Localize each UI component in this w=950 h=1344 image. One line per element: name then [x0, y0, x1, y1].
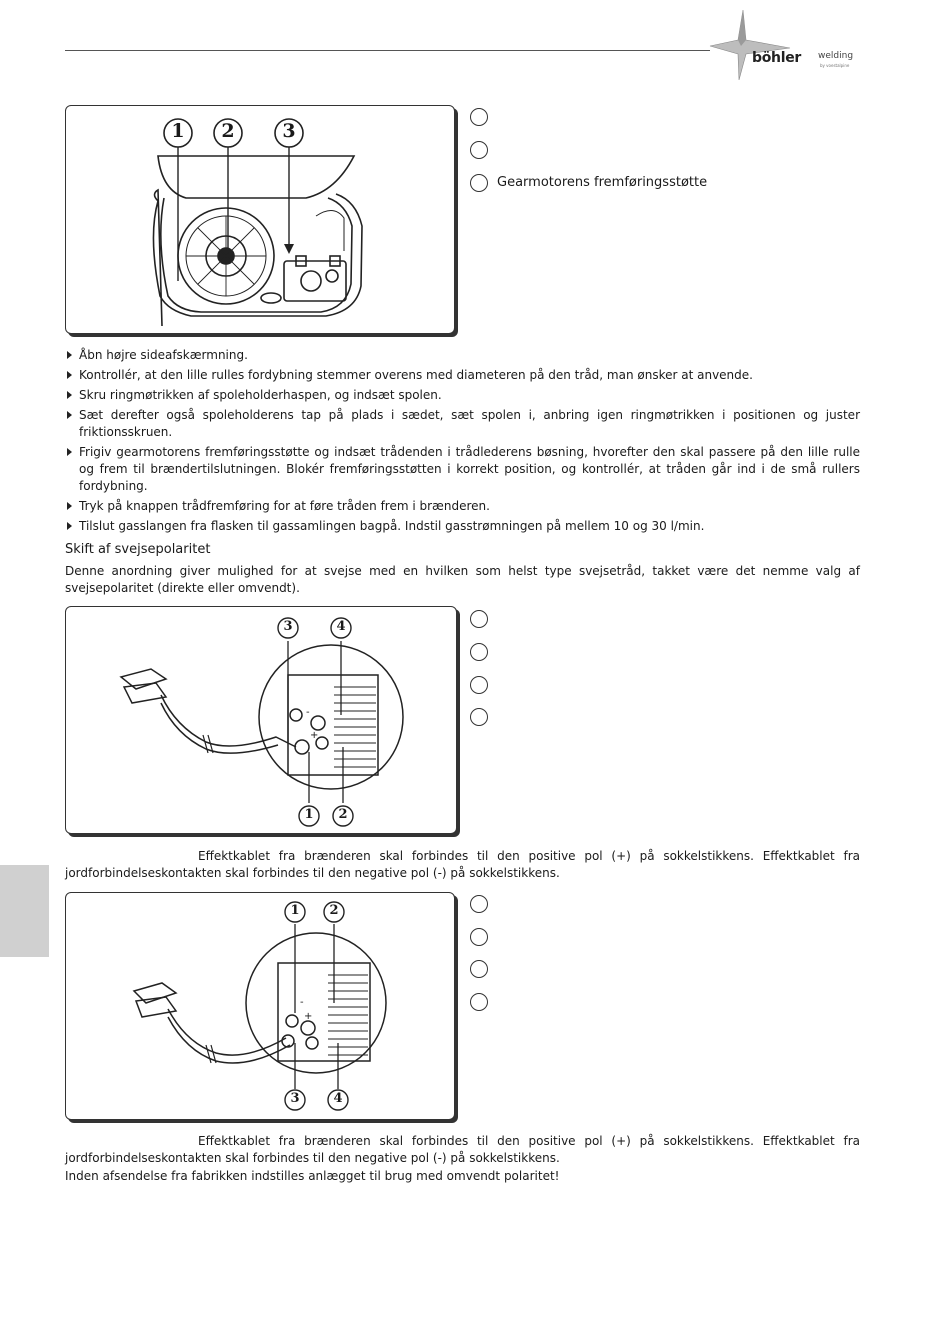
legend-marker-2 — [470, 643, 488, 661]
instruction-item: Tryk på knappen trådfremføring for at føre tråden frem i brænderen. — [65, 498, 860, 515]
instruction-item: Åbn højre sideafskærmning. — [65, 347, 860, 364]
legend-marker-2 — [470, 141, 488, 159]
instruction-item: Sæt derefter også spoleholderens tap på plads i sædet, sæt spolen i, anbring igen ringmøtrikken i positionen og juster friktionsskruen. — [65, 407, 860, 441]
minus-sign: - — [300, 997, 304, 1008]
legend-marker-4 — [470, 993, 488, 1011]
factory-note: Inden afsendelse fra fabrikken indstilles anlægget til brug med omvendt polaritet! — [65, 1169, 560, 1183]
instruction-list — [65, 347, 860, 538]
section-title-polarity: Skift af svejsepolaritet — [65, 542, 211, 557]
callout-2: 2 — [338, 807, 348, 822]
caption-direct-polarity: Effektkablet fra brænderen skal forbindes til den positive pol (+) på sokkelstikkens. Effektkablet fra jordforbindelseskontakten skal forbindes til den negative pol (-) på sokkelstikkens. — [65, 849, 860, 880]
legend-marker-3 — [470, 960, 488, 978]
figure-polarity-direct — [65, 606, 457, 834]
instruction-item: Kontrollér, at den lille rulles fordybning stemmer overens med diameteren på den tråd, man ønsker at anvende. — [65, 367, 860, 384]
callout-1: 1 — [171, 120, 185, 142]
header-rule — [65, 50, 710, 51]
instruction-item: Skru ringmøtrikken af spoleholderhaspen, og indsæt spolen. — [65, 387, 860, 404]
callout-3: 3 — [282, 120, 296, 142]
legend-marker-3 — [470, 174, 488, 192]
polarity-reverse-illustration — [66, 893, 454, 1119]
plus-sign: + — [310, 730, 319, 741]
polarity-intro: Denne anordning giver mulighed for at svejse med en hvilken som helst type svejsetråd, takket være det nemme valg af svejsepolaritet (direkte eller omvendt). — [65, 564, 860, 595]
legend-marker-1 — [470, 895, 488, 913]
callout-3: 3 — [290, 1091, 300, 1106]
brand-suffix: welding — [818, 51, 854, 61]
polarity-direct-illustration — [66, 607, 456, 833]
logo-star-icon — [705, 10, 795, 80]
minus-sign: - — [306, 707, 310, 718]
callout-4: 4 — [333, 1091, 343, 1106]
wire-feeder-illustration — [66, 106, 454, 333]
legend-marker-4 — [470, 708, 488, 726]
callout-2: 2 — [329, 903, 339, 918]
legend-marker-1 — [470, 610, 488, 628]
instruction-item: Frigiv gearmotorens fremføringsstøtte og indsæt trådenden i trådlederens bøsning, hvorefter den skal passere på den lille rulle og frem til brændertilslutningen. Blokér fremføringsstøtten i korrekt position, og kontrollér, at tråden går ind i de små rullers fordybning. — [65, 444, 860, 495]
figure-wire-feeder — [65, 105, 455, 334]
legend-marker-3 — [470, 676, 488, 694]
callout-1: 1 — [290, 903, 300, 918]
callout-3: 3 — [283, 619, 293, 634]
legend-label-3: Gearmotorens fremføringsstøtte — [497, 175, 708, 190]
callout-2: 2 — [221, 120, 235, 142]
figure-polarity-reverse — [65, 892, 455, 1120]
instruction-item: Tilslut gasslangen fra flasken til gassamlingen bagpå. Indstil gasstrømningen på mellem 10 og 30 l/min. — [65, 518, 860, 535]
brand-tagline: by voestalpine — [820, 63, 850, 68]
callout-4: 4 — [336, 619, 346, 634]
brand-name: böhler — [752, 50, 802, 66]
caption-reverse-polarity: Effektkablet fra brænderen skal forbindes til den positive pol (+) på sokkelstikkens. Effektkablet fra jordforbindelseskontakten skal forbindes til den negative pol (-) på sokkelstikkens. — [65, 1134, 860, 1165]
chapter-side-tab — [0, 865, 49, 957]
callout-1: 1 — [304, 807, 314, 822]
legend-marker-1 — [470, 108, 488, 126]
plus-sign: + — [304, 1011, 313, 1022]
legend-marker-2 — [470, 928, 488, 946]
